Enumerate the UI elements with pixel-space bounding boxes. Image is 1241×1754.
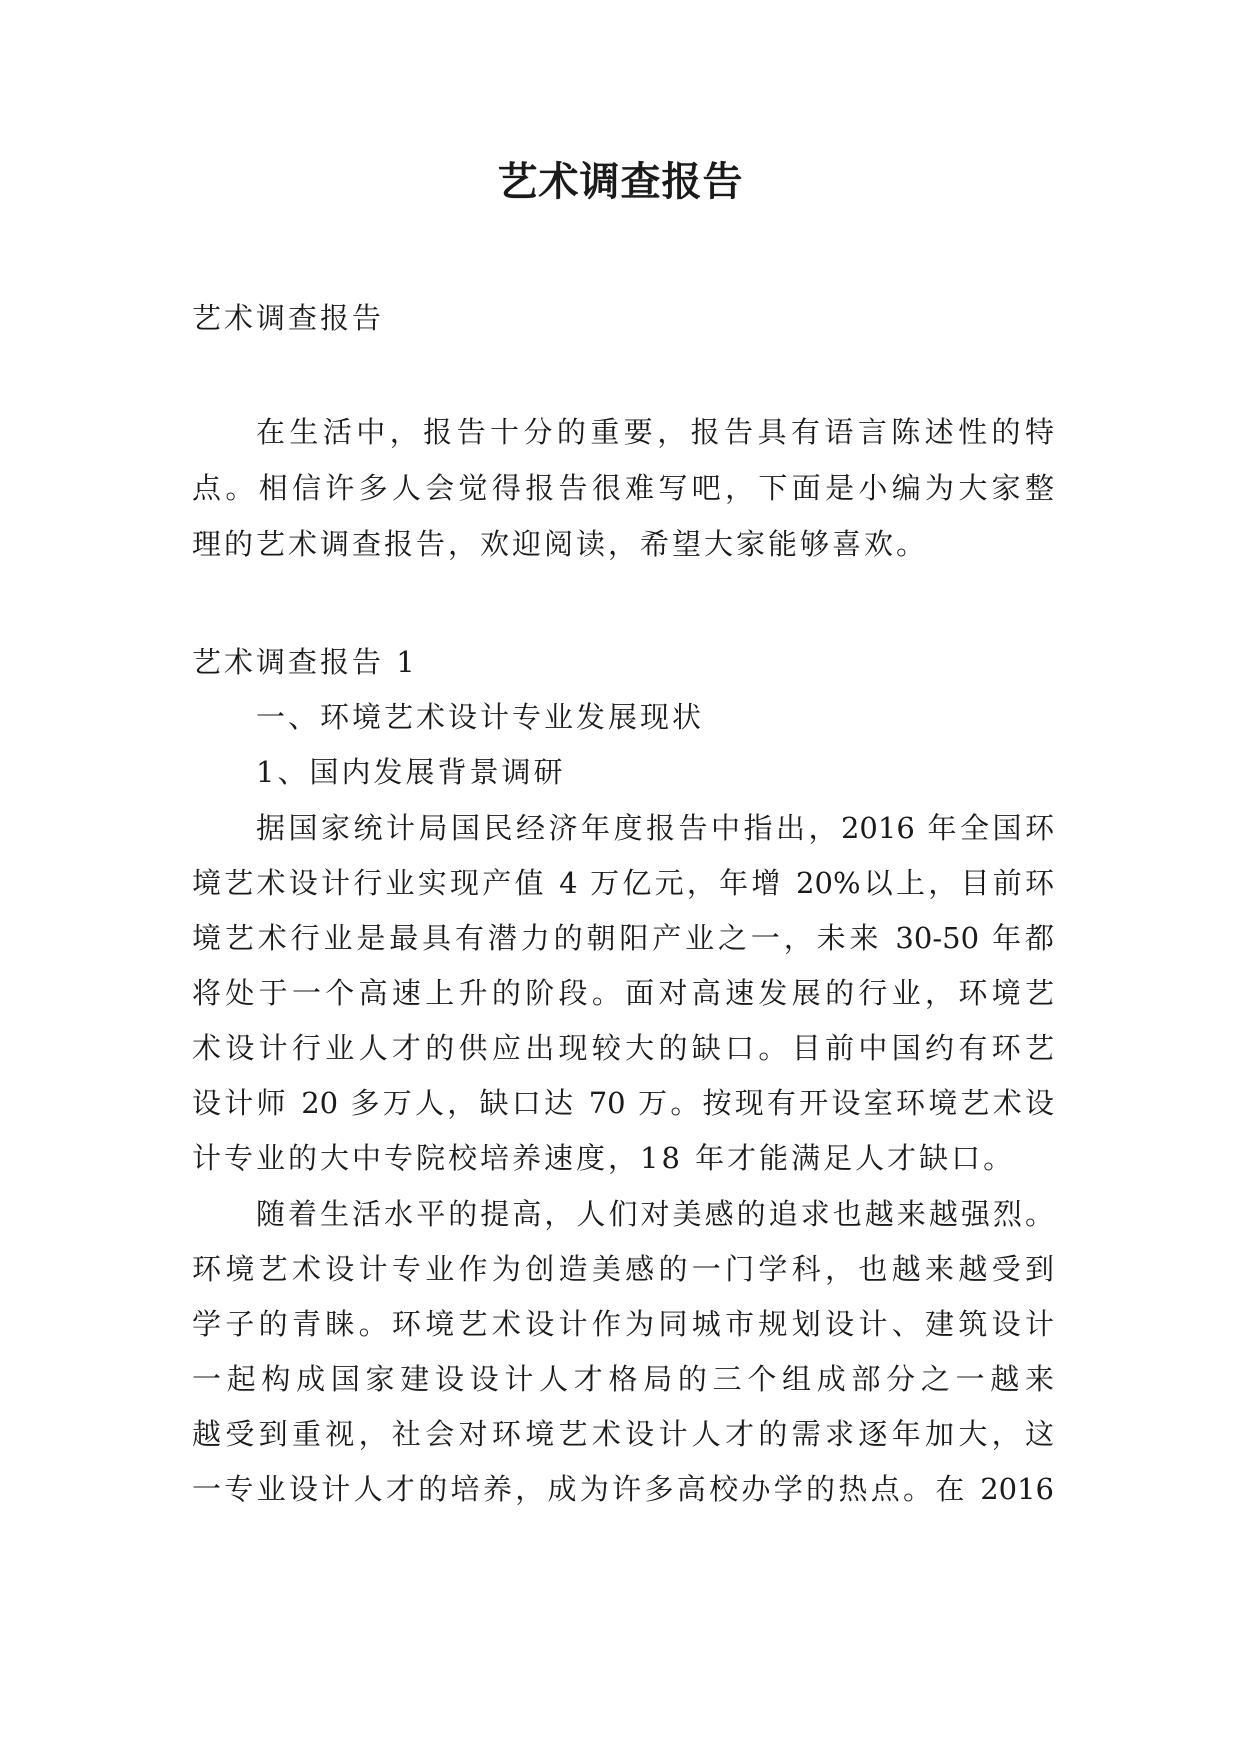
heading-1: 一、环境艺术设计专业发展现状	[256, 700, 705, 734]
paragraph-1-line: 据国家统计局国民经济年度报告中指出，2016 年全国环	[256, 811, 1054, 845]
intro-line: 点。相信许多人会觉得报告很难写吧，下面是小编为大家整	[192, 471, 1054, 505]
paragraph-1-line: 将处于一个高速上升的阶段。面对高速发展的行业，环境艺	[192, 976, 1054, 1010]
intro-line: 理的艺术调查报告，欢迎阅读，希望大家能够喜欢。	[192, 527, 929, 561]
heading-2: 1、国内发展背景调研	[256, 755, 566, 789]
section-heading: 艺术调查报告 1	[192, 645, 418, 679]
paragraph-1-line: 术设计行业人才的供应出现较大的缺口。目前中国约有环艺	[192, 1031, 1054, 1065]
paragraph-2-line: 学子的青睐。环境艺术设计作为同城市规划设计、建筑设计	[192, 1307, 1054, 1341]
paragraph-1-line: 计专业的大中专院校培养速度，18 年才能满足人才缺口。	[192, 1141, 1016, 1175]
paragraph-1-line: 设计师 20 多万人，缺口达 70 万。按现有开设室环境艺术设	[192, 1086, 1054, 1120]
intro-line: 在生活中，报告十分的重要，报告具有语言陈述性的特	[256, 415, 1054, 449]
document-subtitle: 艺术调查报告	[192, 301, 385, 335]
paragraph-2-line: 随着生活水平的提高，人们对美感的追求也越来越强烈。	[256, 1197, 1054, 1231]
document-title: 艺术调查报告	[497, 159, 744, 205]
paragraph-1-line: 境艺术行业是最具有潜力的朝阳产业之一，未来 30-50 年都	[192, 921, 1054, 955]
paragraph-2-line: 环境艺术设计专业作为创造美感的一门学科，也越来越受到	[192, 1252, 1054, 1286]
paragraph-1-line: 境艺术设计行业实现产值 4 万亿元，年增 20%以上，目前环	[192, 866, 1054, 900]
paragraph-2-line: 一起构成国家建设设计人才格局的三个组成部分之一越来	[192, 1362, 1054, 1396]
paragraph-2-line: 越受到重视，社会对环境艺术设计人才的需求逐年加大，这	[192, 1417, 1054, 1451]
paragraph-2-line: 一专业设计人才的培养，成为许多高校办学的热点。在 2016	[192, 1472, 1054, 1506]
